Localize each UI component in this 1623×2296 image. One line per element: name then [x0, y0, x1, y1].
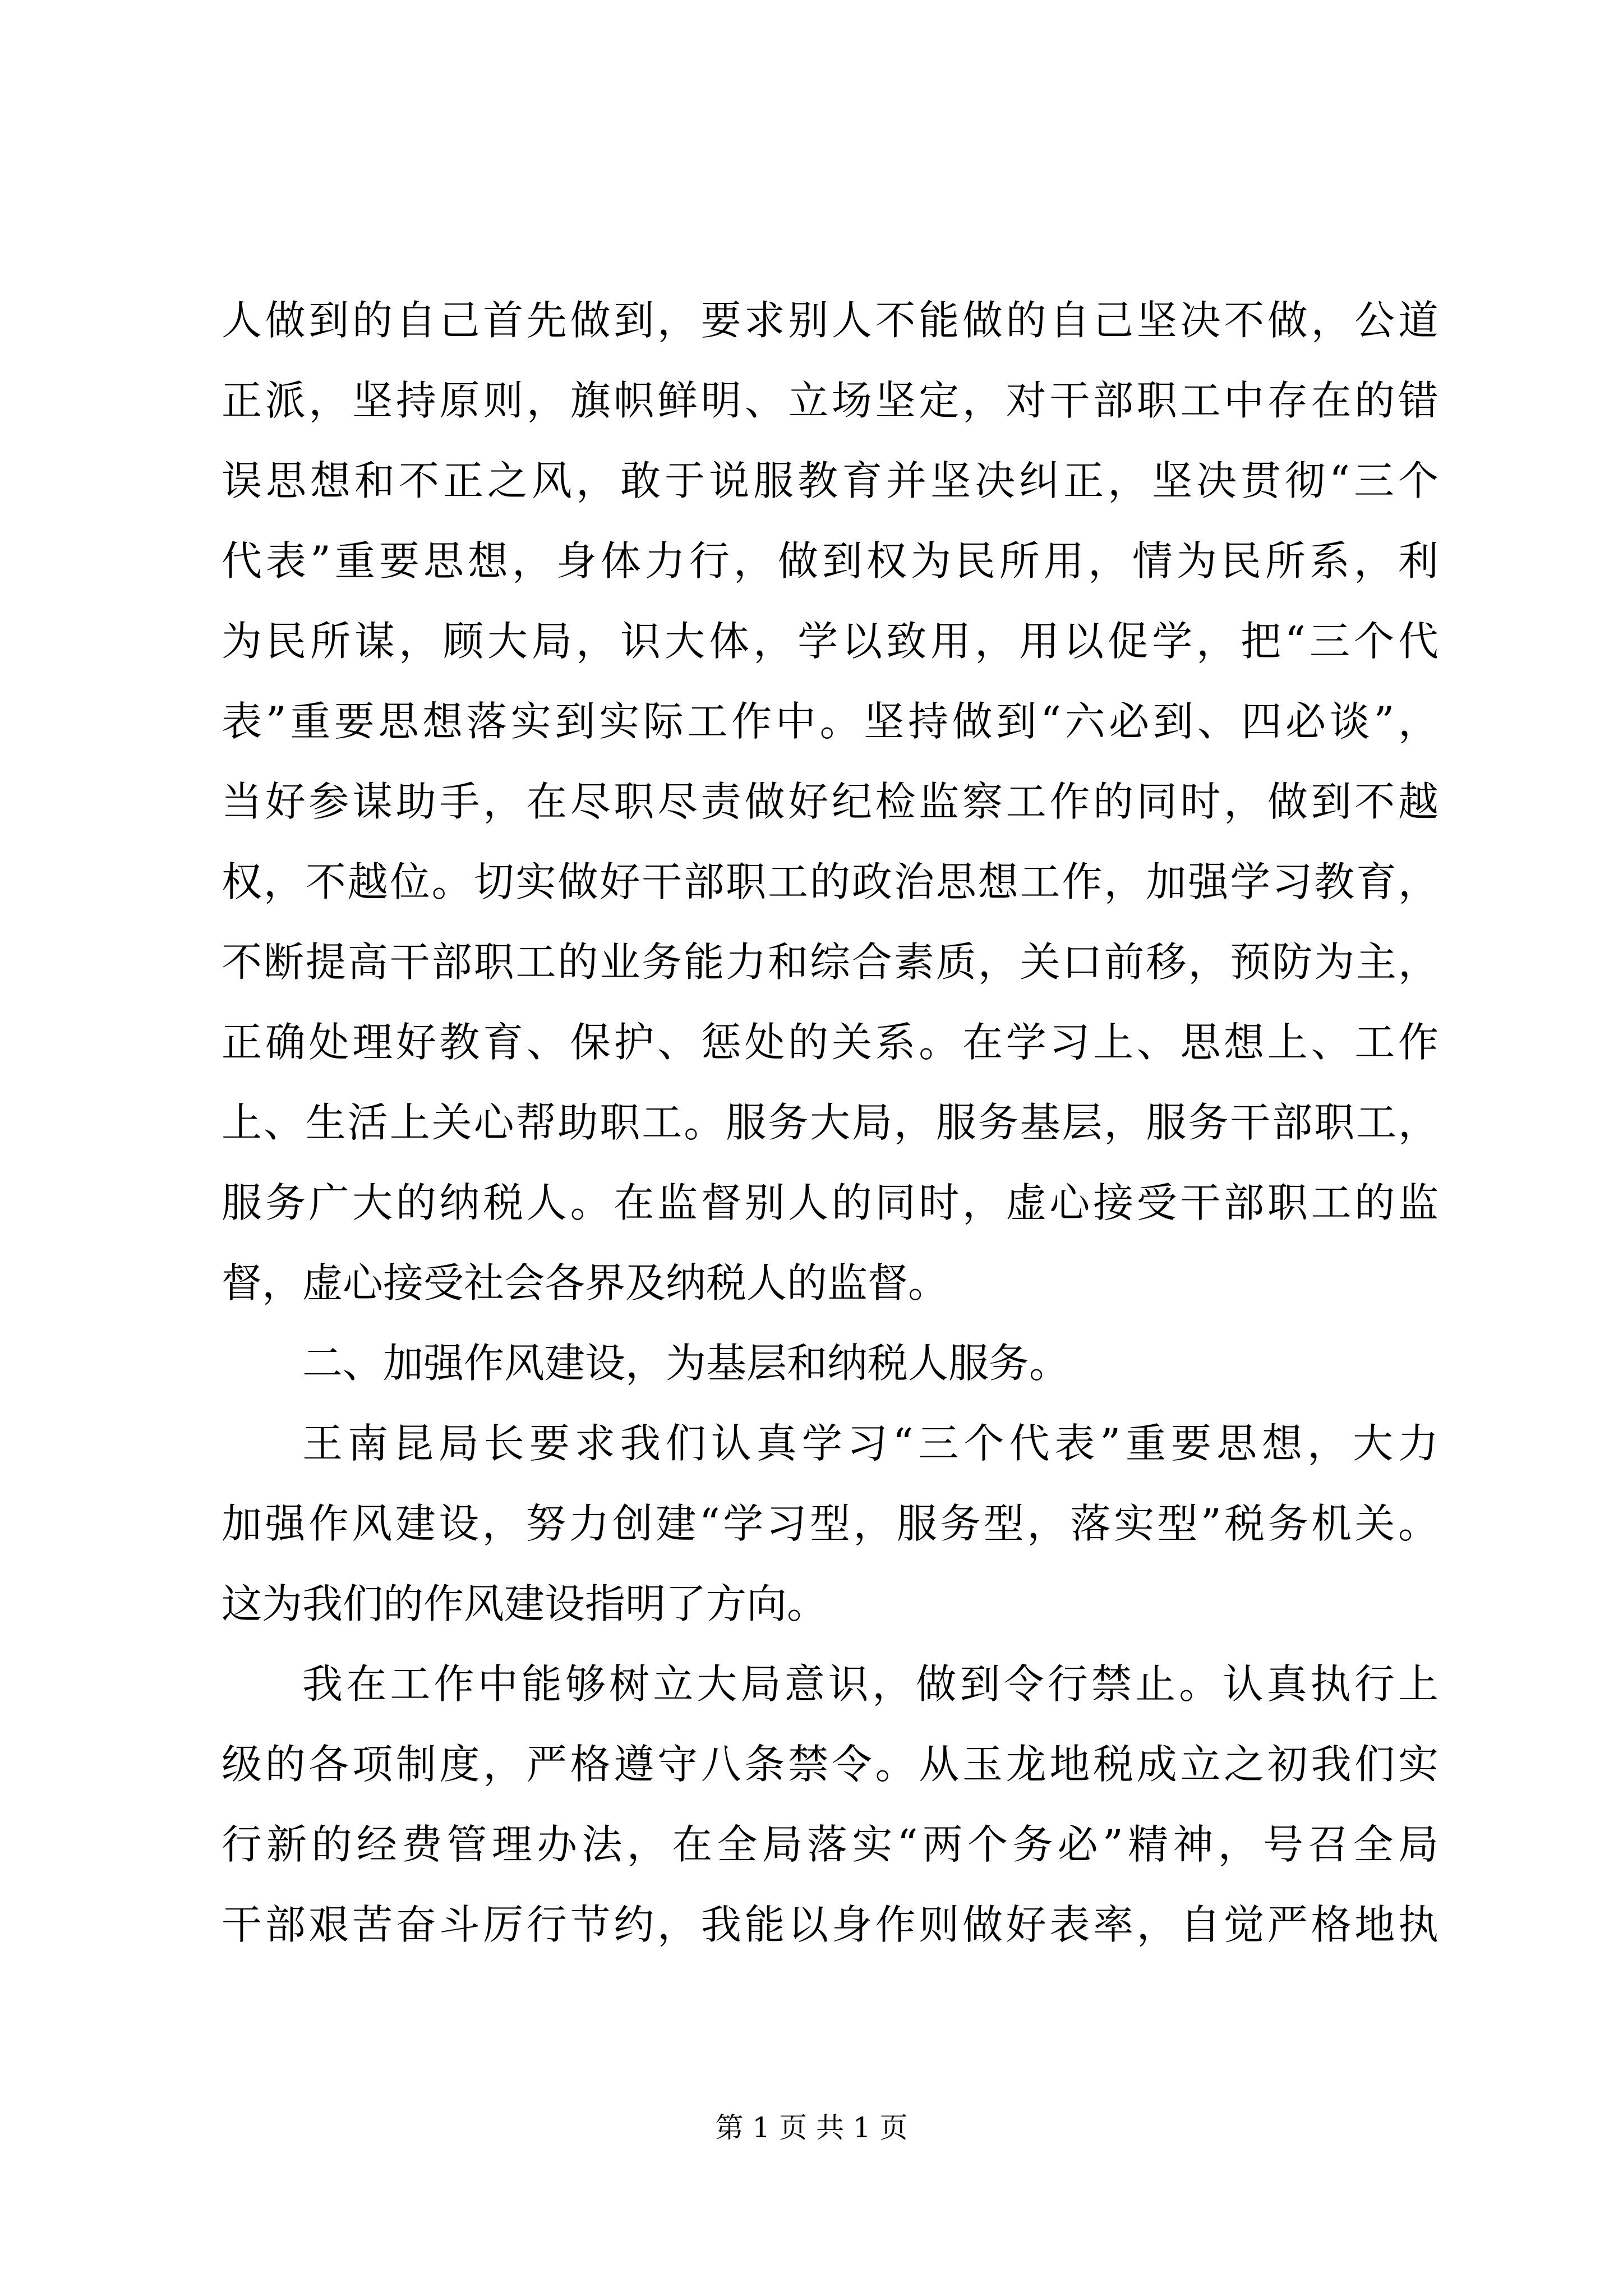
document-body — [222, 280, 1438, 1965]
text-line: 干部艰苦奋斗厉行节约，我能以身作则做好表率，自觉严格地执 — [222, 1901, 1438, 1948]
page-number-footer: 第 1 页 共 1 页 — [715, 2111, 908, 2144]
text-line: 误思想和不正之风，敢于说服教育并坚决纠正，坚决贯彻“三个 — [222, 457, 1438, 504]
text-line: 服务广大的纳税人。在监督别人的同时，虚心接受干部职工的监 — [222, 1179, 1438, 1226]
text-line: 不断提高干部职工的业务能力和综合素质，关口前移，预防为主， — [222, 938, 1438, 986]
text-line: 督，虚心接受社会各界及纳税人的监督。 — [222, 1259, 949, 1306]
text-line: 人做到的自己首先做到，要求别人不能做的自己坚决不做，公道 — [222, 297, 1438, 344]
text-line: 我在工作中能够树立大局意识，做到令行禁止。认真执行上 — [302, 1660, 1438, 1708]
text-line: 行新的经费管理办法，在全局落实“两个务必”精神，号召全局 — [222, 1821, 1438, 1868]
text-line: 当好参谋助手，在尽职尽责做好纪检监察工作的同时，做到不越 — [222, 778, 1438, 825]
text-line: 代表”重要思想，身体力行，做到权为民所用，情为民所系，利 — [222, 537, 1438, 585]
text-line: 王南昆局长要求我们认真学习“三个代表”重要思想，大力 — [302, 1420, 1438, 1467]
text-line: 这为我们的作风建设指明了方向。 — [222, 1580, 828, 1627]
text-line: 级的各项制度，严格遵守八条禁令。从玉龙地税成立之初我们实 — [222, 1741, 1438, 1788]
section-heading: 二、加强作风建设，为基层和纳税人服务。 — [302, 1340, 1070, 1387]
text-line: 上、生活上关心帮助职工。服务大局，服务基层，服务干部职工， — [222, 1099, 1438, 1146]
text-line: 加强作风建设，努力创建“学习型，服务型，落实型”税务机关。 — [222, 1500, 1438, 1547]
text-line: 为民所谋，顾大局，识大体，学以致用，用以促学，把“三个代 — [222, 618, 1438, 665]
text-line: 正确处理好教育、保护、惩处的关系。在学习上、思想上、工作 — [222, 1019, 1438, 1066]
text-line: 权，不越位。切实做好干部职工的政治思想工作，加强学习教育， — [222, 858, 1438, 905]
text-line: 正派，坚持原则，旗帜鲜明、立场坚定，对干部职工中存在的错 — [222, 377, 1438, 424]
text-line: 表”重要思想落实到实际工作中。坚持做到“六必到、四必谈”， — [222, 698, 1438, 745]
